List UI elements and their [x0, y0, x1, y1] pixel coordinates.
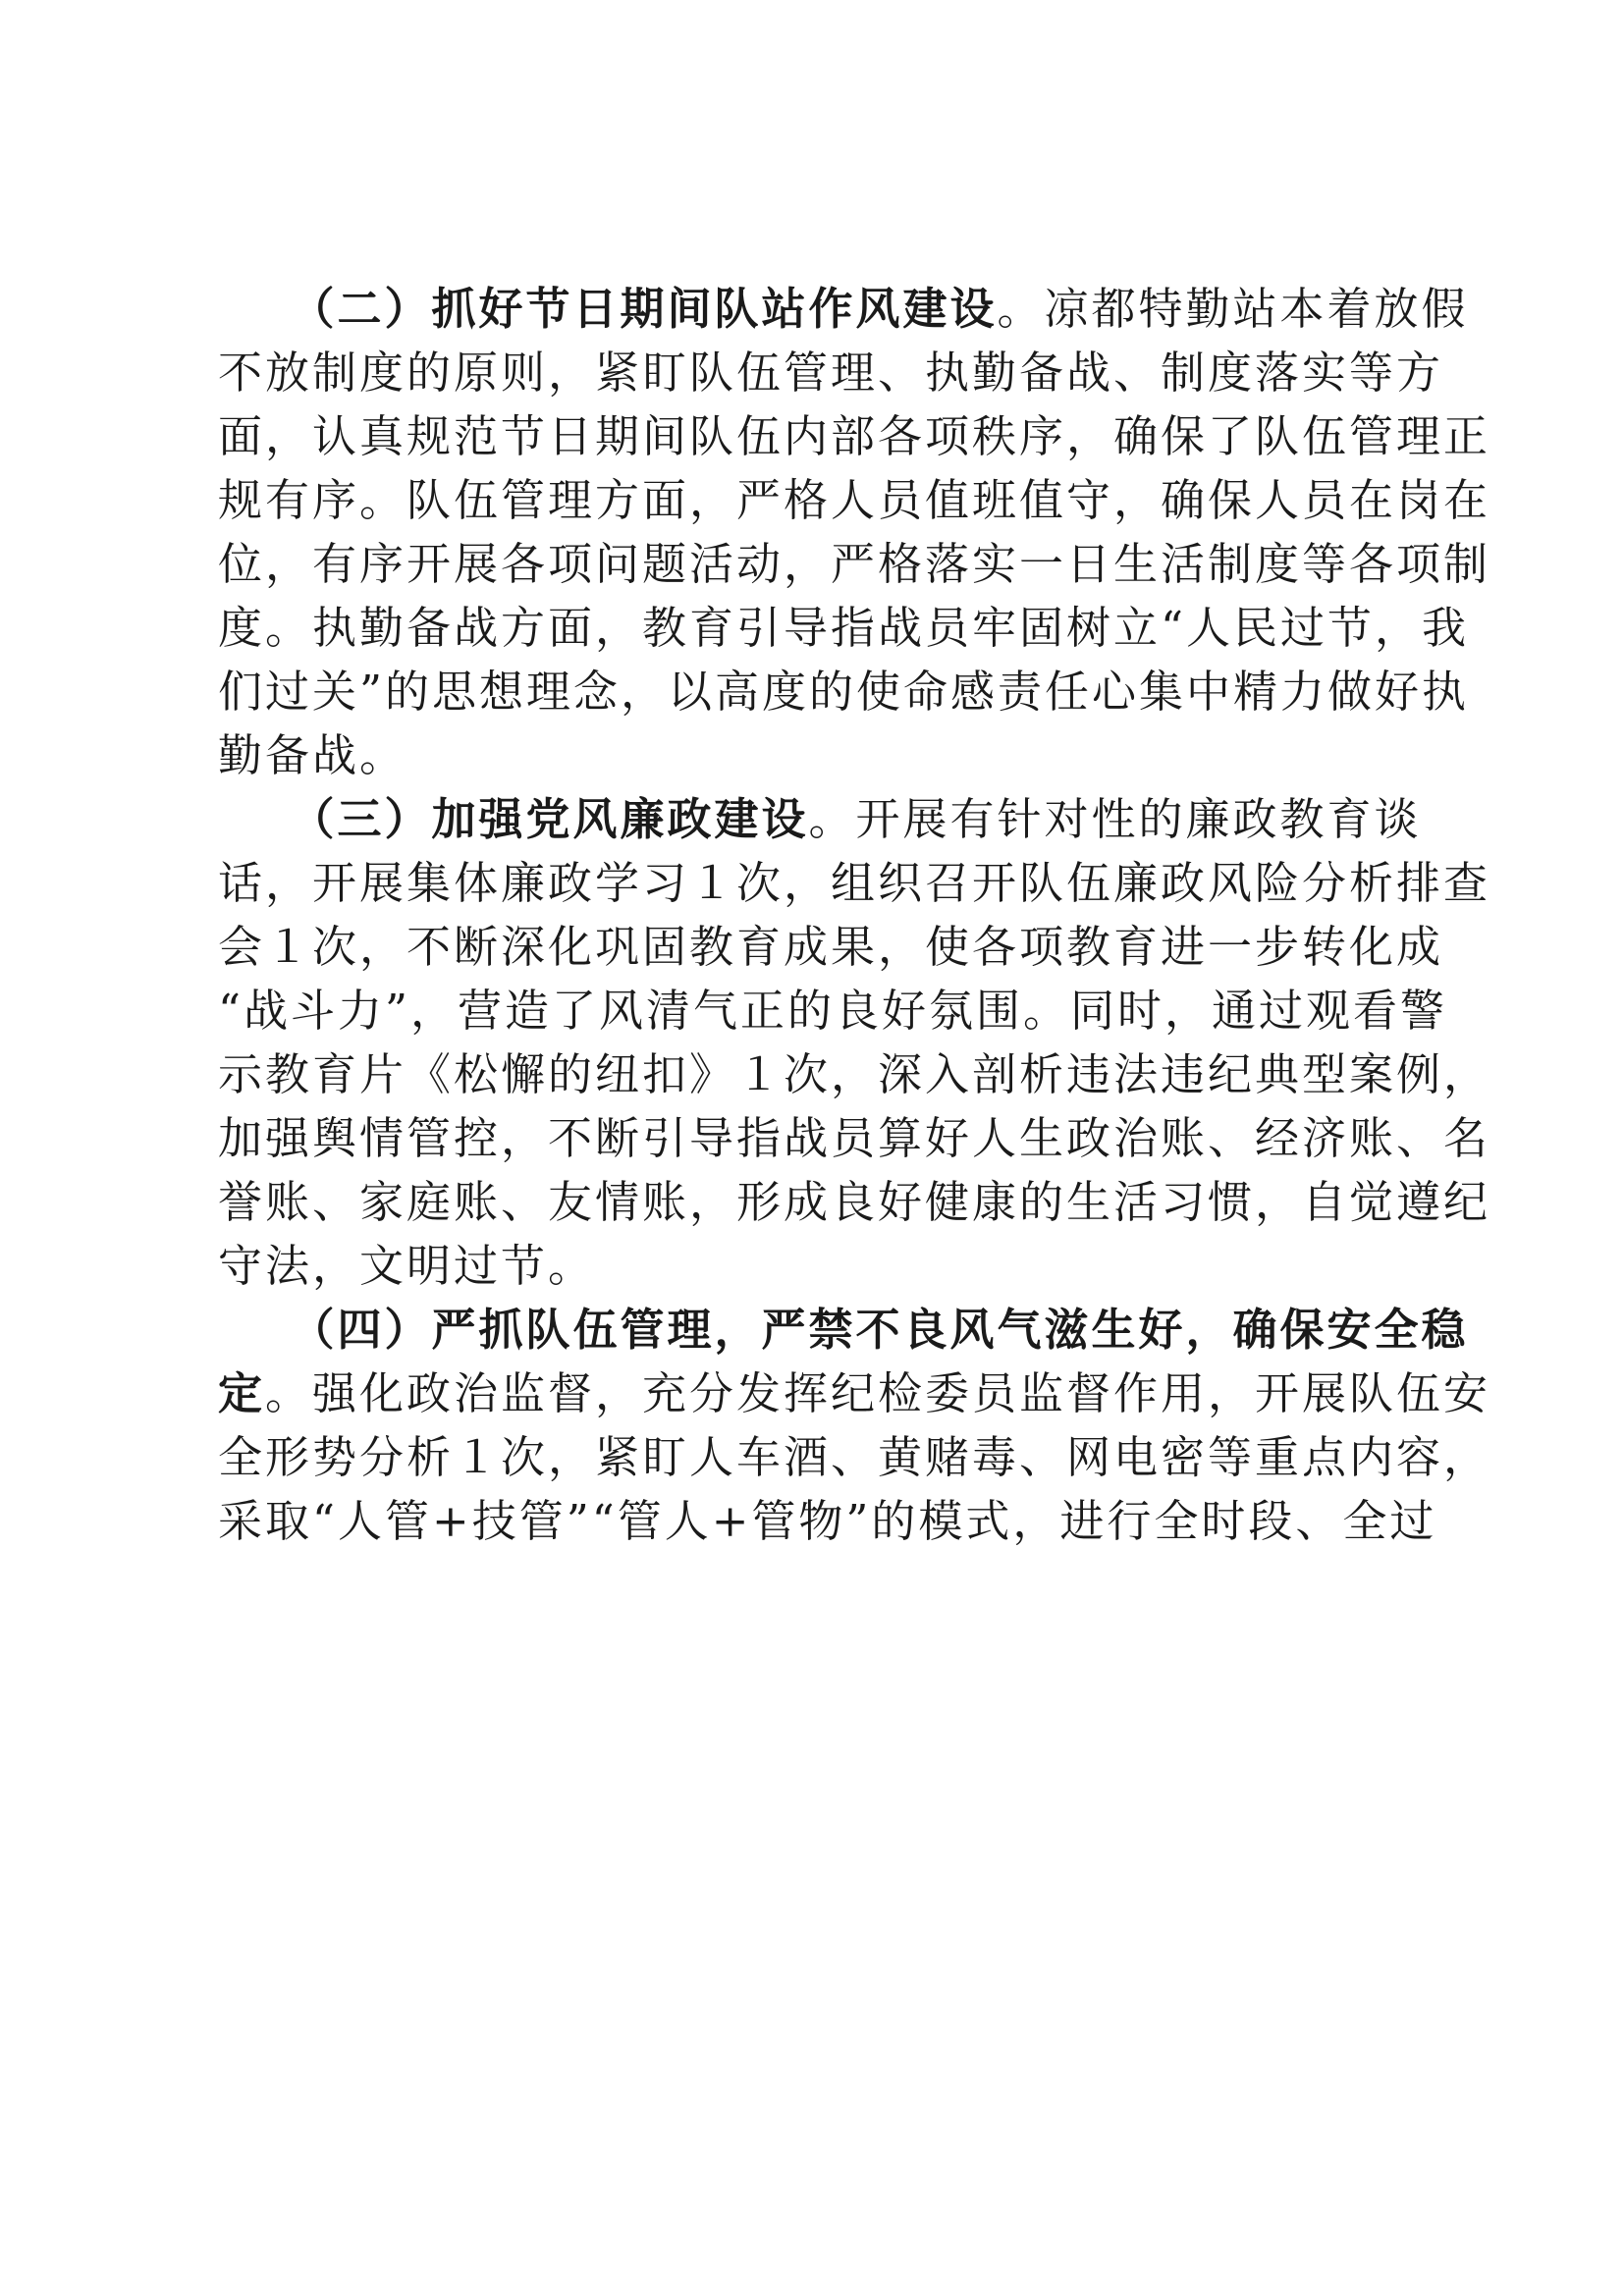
paragraph-line: 面，认真规范节日期间队伍内部各项秩序，确保了队伍管理正	[218, 410, 1491, 462]
paragraph-line: 采取“人管+技管”“管人+管物”的模式，进行全时段、全过	[218, 1495, 1437, 1547]
paragraph-line: 位，有序开展各项问题活动，严格落实一日生活制度等各项制	[218, 538, 1491, 590]
paragraph-section-four	[218, 1298, 1491, 1553]
paragraph-line: 会１次，不断深化巩固教育成果，使各项教育进一步转化成	[218, 921, 1444, 973]
paragraph-text: 。强化政治监督，充分发挥纪检委员监督作用，开展队伍安	[265, 1367, 1491, 1419]
paragraph-line	[218, 787, 1426, 851]
paragraph-section-two	[218, 277, 1491, 787]
paragraph-line: 话，开展集体廉政学习１次，组织召开队伍廉政风险分析排查	[218, 857, 1491, 909]
section-heading: （四）严抓队伍管理，严禁不良风气滋生好，确保安全稳	[312, 1304, 1469, 1356]
paragraph-line: 们过关”的思想理念，以高度的使命感责任心集中精力做好执	[218, 666, 1470, 718]
paragraph-line: 勤备战。	[218, 729, 407, 781]
paragraph-line	[218, 277, 1469, 341]
paragraph-line	[218, 1362, 1491, 1425]
paragraph-line: 全形势分析１次，紧盯人车酒、黄赌毒、网电密等重点内容，	[218, 1431, 1491, 1483]
document-body	[218, 277, 1491, 1553]
paragraph-line: 度。执勤备战方面，教育引导指战员牢固树立“人民过节，我	[218, 602, 1470, 654]
paragraph-line: 示教育片《松懈的纽扣》１次，深入剖析违法违纪典型案例，	[218, 1048, 1491, 1100]
paragraph-line	[218, 1298, 1469, 1362]
section-heading-continued: 定	[218, 1367, 266, 1419]
paragraph-line: “战斗力”，营造了风清气正的良好氛围。同时，通过观看警	[218, 985, 1448, 1037]
section-heading: （三）加强党风廉政建设	[312, 793, 809, 845]
paragraph-line: 规有序。队伍管理方面，严格人员值班值守，确保人员在岗在	[218, 474, 1491, 526]
paragraph-line: 不放制度的原则，紧盯队伍管理、执勤备战、制度落实等方	[218, 347, 1444, 399]
section-heading: （二）抓好节日期间队站作风建设	[312, 283, 998, 335]
paragraph-section-three	[218, 787, 1491, 1298]
paragraph-text: 。开展有针对性的廉政教育谈	[808, 793, 1422, 845]
paragraph-line: 守法，文明过节。	[218, 1240, 596, 1292]
paragraph-line: 誉账、家庭账、友情账，形成良好健康的生活习惯，自觉遵纪	[218, 1176, 1491, 1228]
paragraph-text: 。凉都特勤站本着放假	[997, 283, 1469, 335]
paragraph-line: 加强舆情管控，不断引导指战员算好人生政治账、经济账、名	[218, 1112, 1491, 1164]
